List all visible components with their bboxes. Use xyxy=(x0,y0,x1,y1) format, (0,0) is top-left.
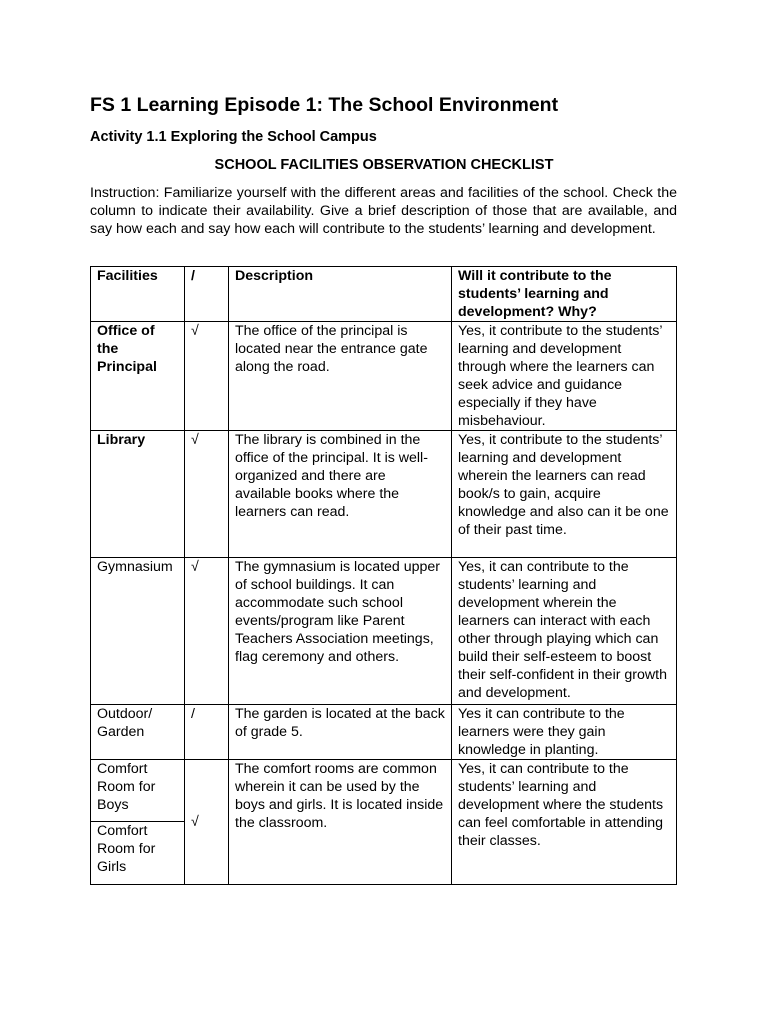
table-row xyxy=(91,322,677,431)
description-cell: The gymnasium is located upper of school buildings. It can accommodate such school events/program like Parent Teachers Association meetings, flag ceremony and others. xyxy=(229,558,452,705)
availability-mark: √ xyxy=(185,322,229,431)
facility-cell: Library xyxy=(91,431,185,558)
checklist-title: SCHOOL FACILITIES OBSERVATION CHECKLIST xyxy=(214,157,554,173)
availability-mark: / xyxy=(185,705,229,760)
contribution-cell: Yes, it can contribute to the students’ learning and development where the students can feel comfortable in attending their classes. xyxy=(452,760,677,885)
availability-mark: √ xyxy=(185,558,229,705)
activity-heading: Activity 1.1 Exploring the School Campus xyxy=(90,129,377,145)
facility-cell: Office of the Principal xyxy=(91,322,185,431)
description-cell: The office of the principal is located near the entrance gate along the road. xyxy=(229,322,452,431)
facilities-table xyxy=(90,266,677,885)
document-title: FS 1 Learning Episode 1: The School Environment xyxy=(90,94,559,116)
contribution-cell: Yes, it contribute to the students’ learning and development wherein the learners can read book/s to gain, acquire knowledge and also can it be one of their past time. xyxy=(452,431,677,558)
table-row xyxy=(91,558,677,705)
facility-cell: Outdoor/ Garden xyxy=(91,705,185,760)
contribution-cell: Yes, it contribute to the students’ learning and development through where the learners can seek advice and guidance especially if they have misbehaviour. xyxy=(452,322,677,431)
instruction-text: Instruction: Familiarize yourself with the different areas and facilities of the school. Check the column to indicate their availability. Give a brief description of those that are available, and say how each and say how each will contribute to the students’ learning and development. xyxy=(90,185,677,237)
description-cell: The comfort rooms are common wherein it can be used by the boys and girls. It is located inside the classroom. xyxy=(229,760,452,885)
table-row xyxy=(91,705,677,760)
description-cell: The library is combined in the office of the principal. It is well-organized and there are available books where the learners can read. xyxy=(229,431,452,558)
facility-cell: Gymnasium xyxy=(91,558,185,705)
table-row xyxy=(91,760,677,822)
table-row xyxy=(91,431,677,558)
header-contribution: Will it contribute to the students’ learning and development? Why? xyxy=(452,267,677,322)
description-cell: The garden is located at the back of grade 5. xyxy=(229,705,452,760)
contribution-cell: Yes it can contribute to the learners were they gain knowledge in planting. xyxy=(452,705,677,760)
facility-cell: Comfort Room for Girls xyxy=(91,822,185,885)
table-header-row xyxy=(91,267,677,322)
availability-mark: √ xyxy=(185,431,229,558)
contribution-cell: Yes, it can contribute to the students’ learning and development wherein the learners can interact with each other through playing which can build their self-esteem to boost their self-confident in their growth and development. xyxy=(452,558,677,705)
availability-mark: √ xyxy=(185,760,229,885)
header-availability: / xyxy=(185,267,229,322)
header-description: Description xyxy=(229,267,452,322)
header-facilities: Facilities xyxy=(91,267,185,322)
facility-cell: Comfort Room for Boys xyxy=(91,760,185,822)
